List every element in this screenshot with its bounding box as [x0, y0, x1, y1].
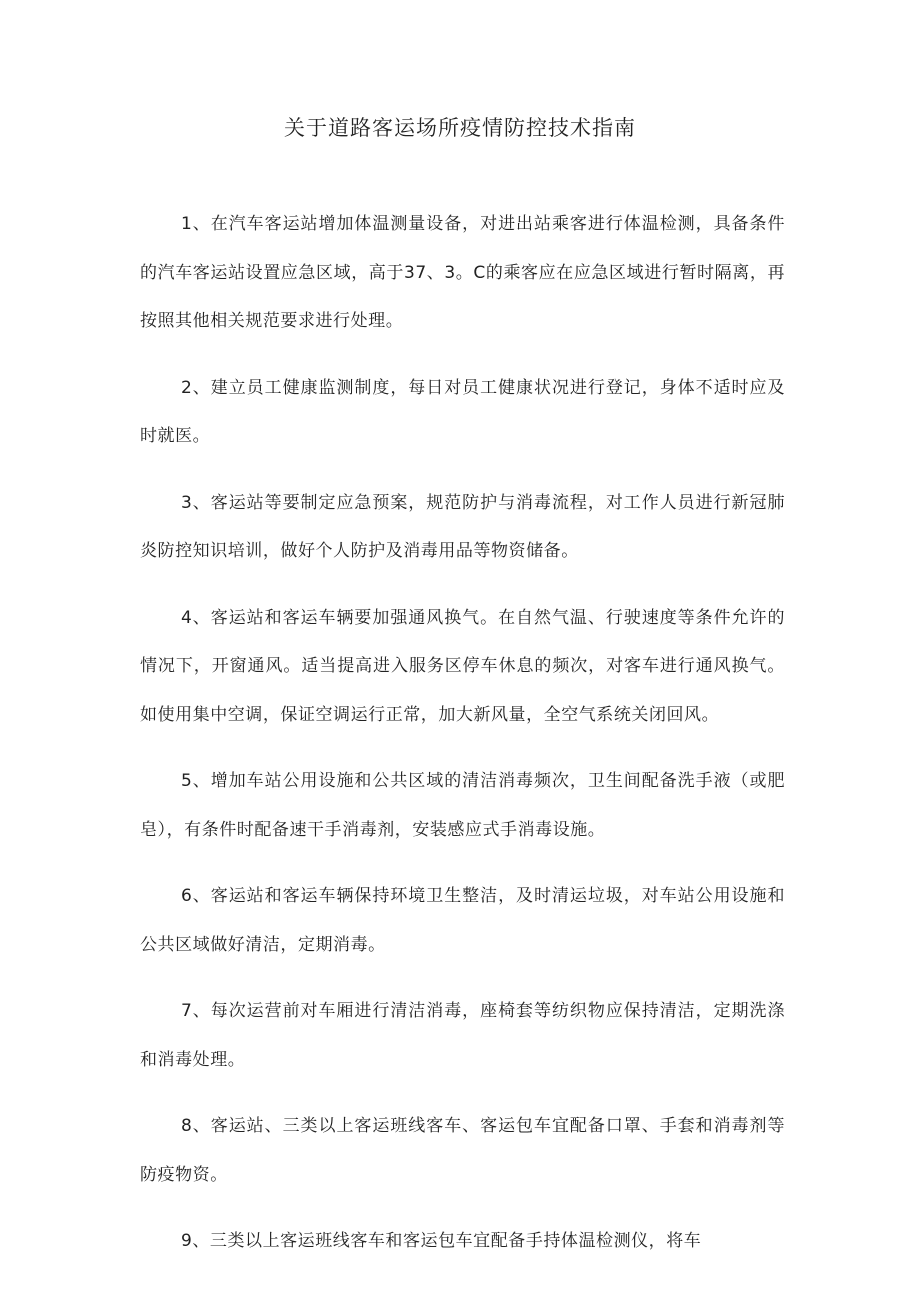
document-body	[140, 200, 785, 1284]
paragraph-5: 5、增加车站公用设施和公共区域的清洁消毒频次，卫生间配备洗手液（或肥皂），有条件时配备速干手消毒剂，安装感应式手消毒设施。	[140, 771, 785, 840]
paragraph-1: 1、在汽车客运站增加体温测量设备，对进出站乘客进行体温检测，具备条件的汽车客运站设置应急区域，高于37、3。C的乘客应在应急区域进行暂时隔离，再按照其他相关规范要求进行处理。	[140, 214, 785, 331]
paragraph-8: 8、客运站、三类以上客运班线客车、客运包车宜配备口罩、手套和消毒剂等防疫物资。	[140, 1116, 785, 1185]
paragraph-3: 3、客运站等要制定应急预案，规范防护与消毒流程，对工作人员进行新冠肺炎防控知识培训，做好个人防护及消毒用品等物资储备。	[140, 492, 785, 561]
document-title: 关于道路客运场所疫情防控技术指南	[284, 116, 636, 140]
paragraph-7: 7、每次运营前对车厢进行清洁消毒，座椅套等纺织物应保持清洁，定期洗涤和消毒处理。	[140, 1001, 785, 1070]
paragraph-6: 6、客运站和客运车辆保持环境卫生整洁，及时清运垃圾，对车站公用设施和公共区域做好清洁，定期消毒。	[140, 886, 785, 955]
paragraph-4: 4、客运站和客运车辆要加强通风换气。在自然气温、行驶速度等条件允许的情况下，开窗通风。适当提高进入服务区停车休息的频次，对客车进行通风换气。如使用集中空调，保证空调运行正常，加大新风量，全空气系统关闭回风。	[140, 607, 785, 725]
paragraph-2: 2、建立员工健康监测制度，每日对员工健康状况进行登记，身体不适时应及时就医。	[140, 377, 785, 446]
paragraph-9: 9、三类以上客运班线客车和客运包车宜配备手持体温检测仪，将车	[181, 1231, 702, 1251]
